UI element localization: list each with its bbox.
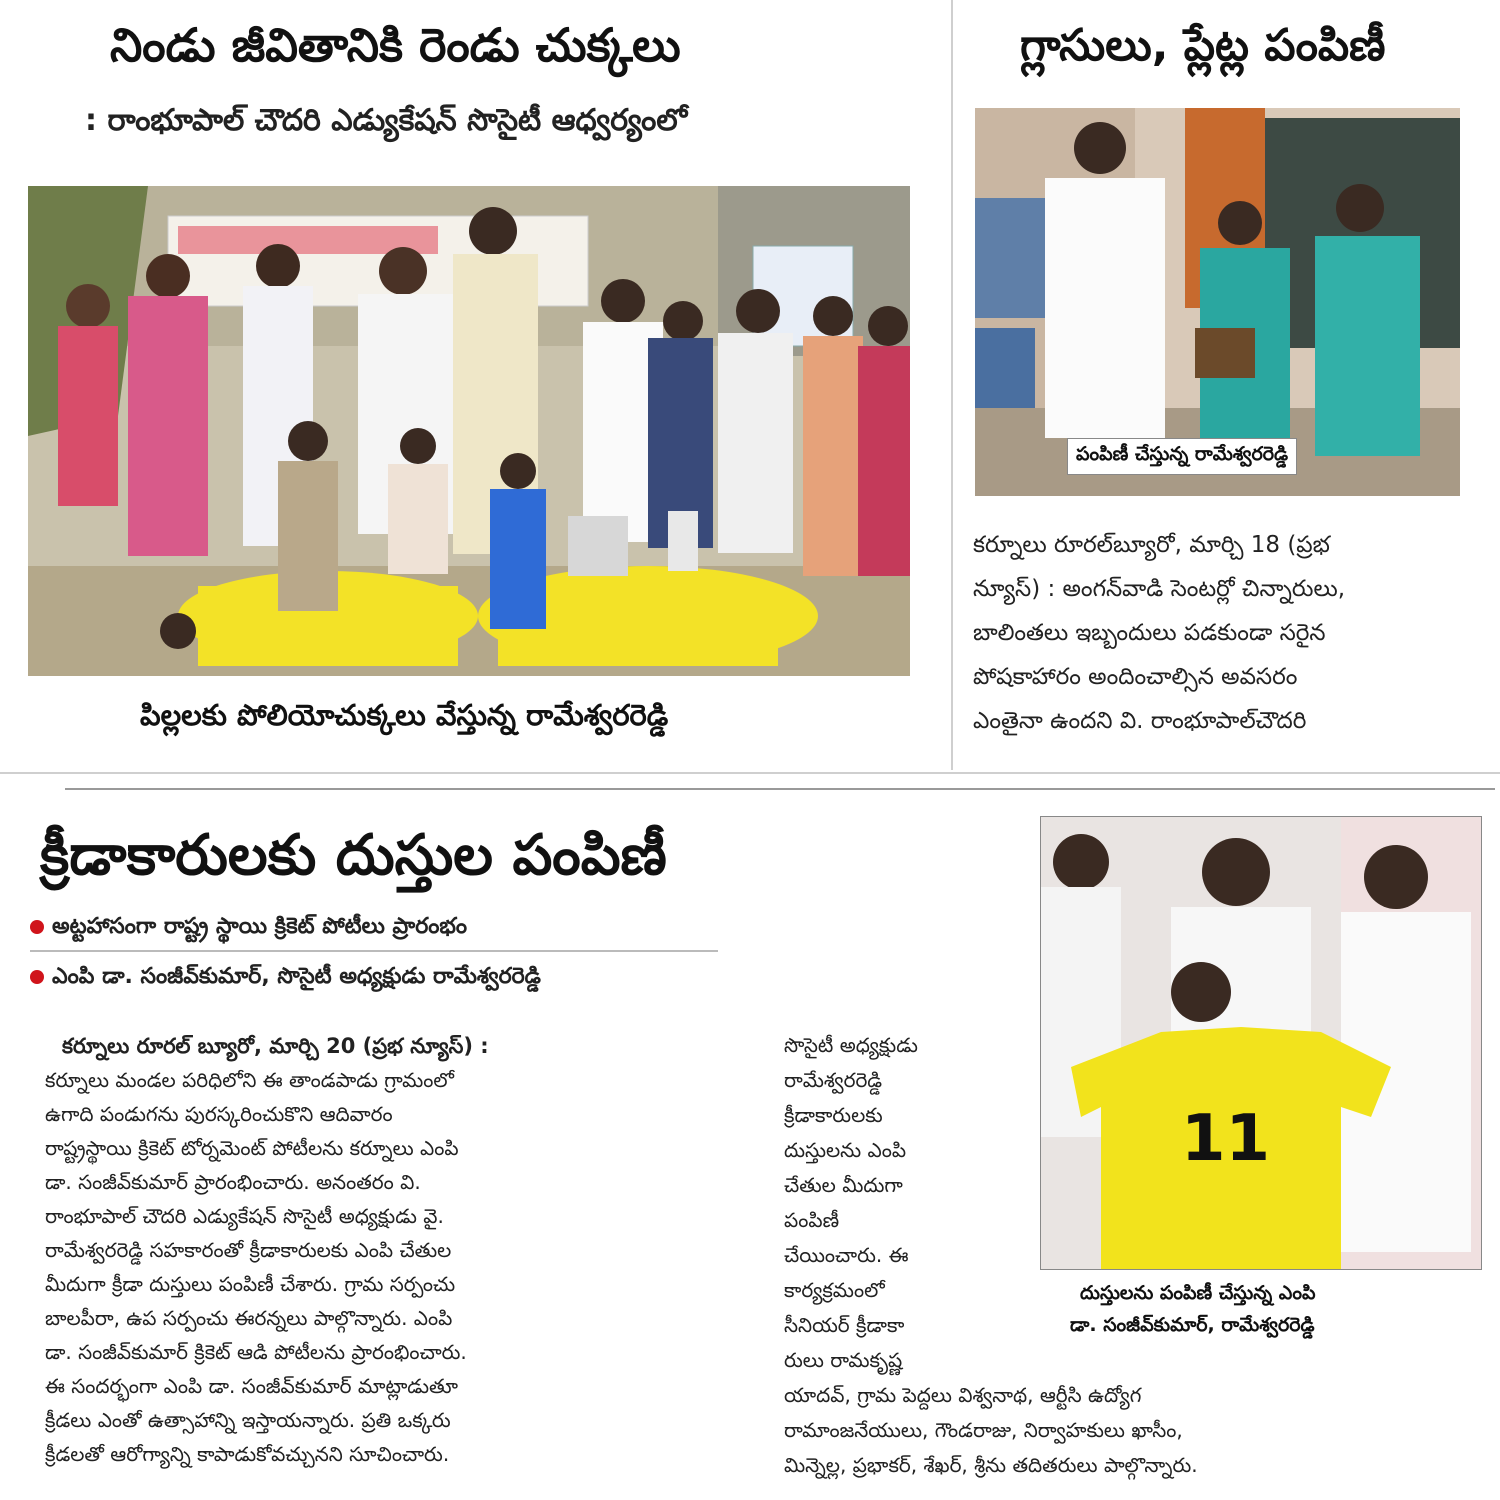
body-line: దుస్తులను ఎంపి — [784, 1138, 907, 1162]
body-line: డా. సంజీవ్‌కుమార్ ప్రారంభించారు. అనంతరం వి. — [45, 1170, 421, 1194]
clip3-headline: క్రీడాకారులకు దుస్తుల పంపిణీ — [40, 823, 667, 888]
body-line: కర్నూలు రూరల్‌బ్యూరో, మార్చి 18 (ప్రభ — [973, 532, 1330, 558]
body-line: పంపిణీ — [784, 1208, 840, 1232]
clip-divider-horizontal — [0, 772, 1500, 774]
jersey-handover-photo — [1040, 816, 1482, 1270]
caption-line: డా. సంజీవ్‌కుమార్, రామేశ్వరరెడ్డి — [1070, 1314, 1315, 1336]
red-bullet-icon — [30, 920, 44, 934]
bullet-text: అట్టహాసంగా రాష్ట్ర స్థాయి క్రికెట్ పోటీలు ప్రారంభం — [52, 914, 468, 939]
clip3-bullet-2 — [30, 964, 541, 994]
distribution-photo — [975, 108, 1460, 496]
body-line: కార్యక్రమంలో — [784, 1278, 885, 1302]
news-clip-glasses-plates — [955, 0, 1500, 770]
body-line: రాంభూపాల్ చౌదరి ఎడ్యుకేషన్ సొసైటీ అధ్యక్షుడు వై. — [45, 1204, 444, 1228]
clip2-photo-caption: పంపిణీ చేస్తున్న రామేశ్వరరెడ్డి — [1067, 438, 1297, 475]
clip-divider-vertical — [951, 0, 953, 770]
body-line: సొసైటీ అధ్యక్షుడు — [784, 1033, 918, 1057]
polio-drive-photo — [28, 186, 910, 676]
body-line: బాలింతలు ఇబ్బందులు పడకుండా సరైన — [973, 620, 1326, 646]
body-line: మిన్నెల్ల, ప్రభాకర్, శేఖర్, శ్రీను తదితరులు పాల్గొన్నారు. — [784, 1453, 1198, 1477]
body-line: చేయించారు. ఈ — [784, 1243, 909, 1267]
bullet-rule — [30, 950, 718, 952]
body-line: రామేశ్వరరెడ్డి సహకారంతో క్రీడాకారులకు ఎంపి చేతుల — [45, 1238, 452, 1262]
body-line: క్రీడాకారులకు — [784, 1103, 883, 1127]
red-bullet-icon — [30, 970, 44, 984]
body-line: చేతుల మీదుగా — [784, 1173, 903, 1197]
body-line: రులు రామకృష్ణ — [784, 1348, 903, 1372]
body-line: క్రీడలు ఎంతో ఉత్సాహాన్ని ఇస్తాయన్నారు. ప్రతి ఒక్కరు — [45, 1408, 451, 1432]
clip3-bullet-1 — [30, 914, 467, 944]
body-line: ఎంతైనా ఉందని వి. రాంభూపాల్‌చౌదరి — [973, 708, 1307, 734]
clip1-headline: నిండు జీవితానికి రెండు చుక్కలు — [110, 18, 681, 72]
body-line: కర్నూలు మండల పరిధిలోని ఈ తాండపాడు గ్రామంలో — [45, 1068, 454, 1092]
clip1-subhead: : రాంభూపాల్ చౌదరి ఎడ్యుకేషన్ సొసైటీ ఆధ్వర్యంలో — [85, 103, 688, 138]
body-line: పోషకాహారం అందించాల్సిన అవసరం — [973, 664, 1298, 690]
jersey-number: 11 — [1181, 1102, 1271, 1176]
top-rule — [65, 788, 1495, 790]
body-line: ఈ సందర్భంగా ఎంపి డా. సంజీవ్‌కుమార్ మాట్లాడుతూ — [45, 1374, 458, 1398]
body-line: క్రీడలతో ఆరోగ్యాన్ని కాపాడుకోవచ్చునని సూచించారు. — [45, 1442, 450, 1466]
body-line: బాలపీరా, ఉప సర్పంచు ఈరన్నలు పాల్గొన్నారు. ఎంపి — [45, 1306, 453, 1330]
body-line: మీదుగా క్రీడా దుస్తులు పంపిణీ చేశారు. గ్రామ సర్పంచు — [45, 1272, 456, 1296]
news-clip-jersey-distribution — [0, 778, 1500, 1500]
dateline: కర్నూలు రూరల్ బ్యూరో, మార్చి 20 (ప్రభ న్యూస్) : — [62, 1034, 489, 1058]
body-line: రామేశ్వరరెడ్డి — [784, 1068, 883, 1092]
body-line: న్యూస్) : అంగన్‌వాడి సెంటర్లో చిన్నారులు, — [973, 576, 1346, 602]
body-line: సీనియర్ క్రీడాకా — [784, 1313, 905, 1337]
polio-drive-photo-illustration — [28, 186, 910, 676]
clip1-photo-caption: పిల్లలకు పోలియోచుక్కలు వేస్తున్న రామేశ్వరరెడ్డి — [140, 698, 669, 732]
jersey-handover-photo-illustration — [1041, 817, 1481, 1269]
body-line: ఉగాది పండుగను పురస్కరించుకొని ఆదివారం — [45, 1102, 393, 1126]
body-line: రామాంజనేయులు, గౌండరాజు, నిర్వాహకులు ఖాసీం, — [784, 1418, 1183, 1442]
body-line: రాష్ట్రస్థాయి క్రికెట్ టోర్నమెంట్ పోటీలను కర్నూలు ఎంపి — [45, 1136, 459, 1160]
caption-line: దుస్తులను పంపిణీ చేస్తున్న ఎంపి — [1080, 1282, 1316, 1304]
news-clip-polio — [0, 0, 935, 765]
body-line: యాదవ్, గ్రామ పెద్దలు విశ్వనాథ, ఆర్టీసి ఉద్యోగ — [784, 1383, 1142, 1407]
body-line: డా. సంజీవ్‌కుమార్ క్రికెట్ ఆడి పోటీలను ప్రారంభించారు. — [45, 1340, 467, 1364]
bullet-text: ఎంపి డా. సంజీవ్‌కుమార్, సొసైటీ అధ్యక్షుడు రామేశ్వరరెడ్డి — [52, 964, 541, 989]
clip2-headline: గ్లాసులు, ప్లేట్ల పంపిణీ — [1020, 20, 1386, 71]
